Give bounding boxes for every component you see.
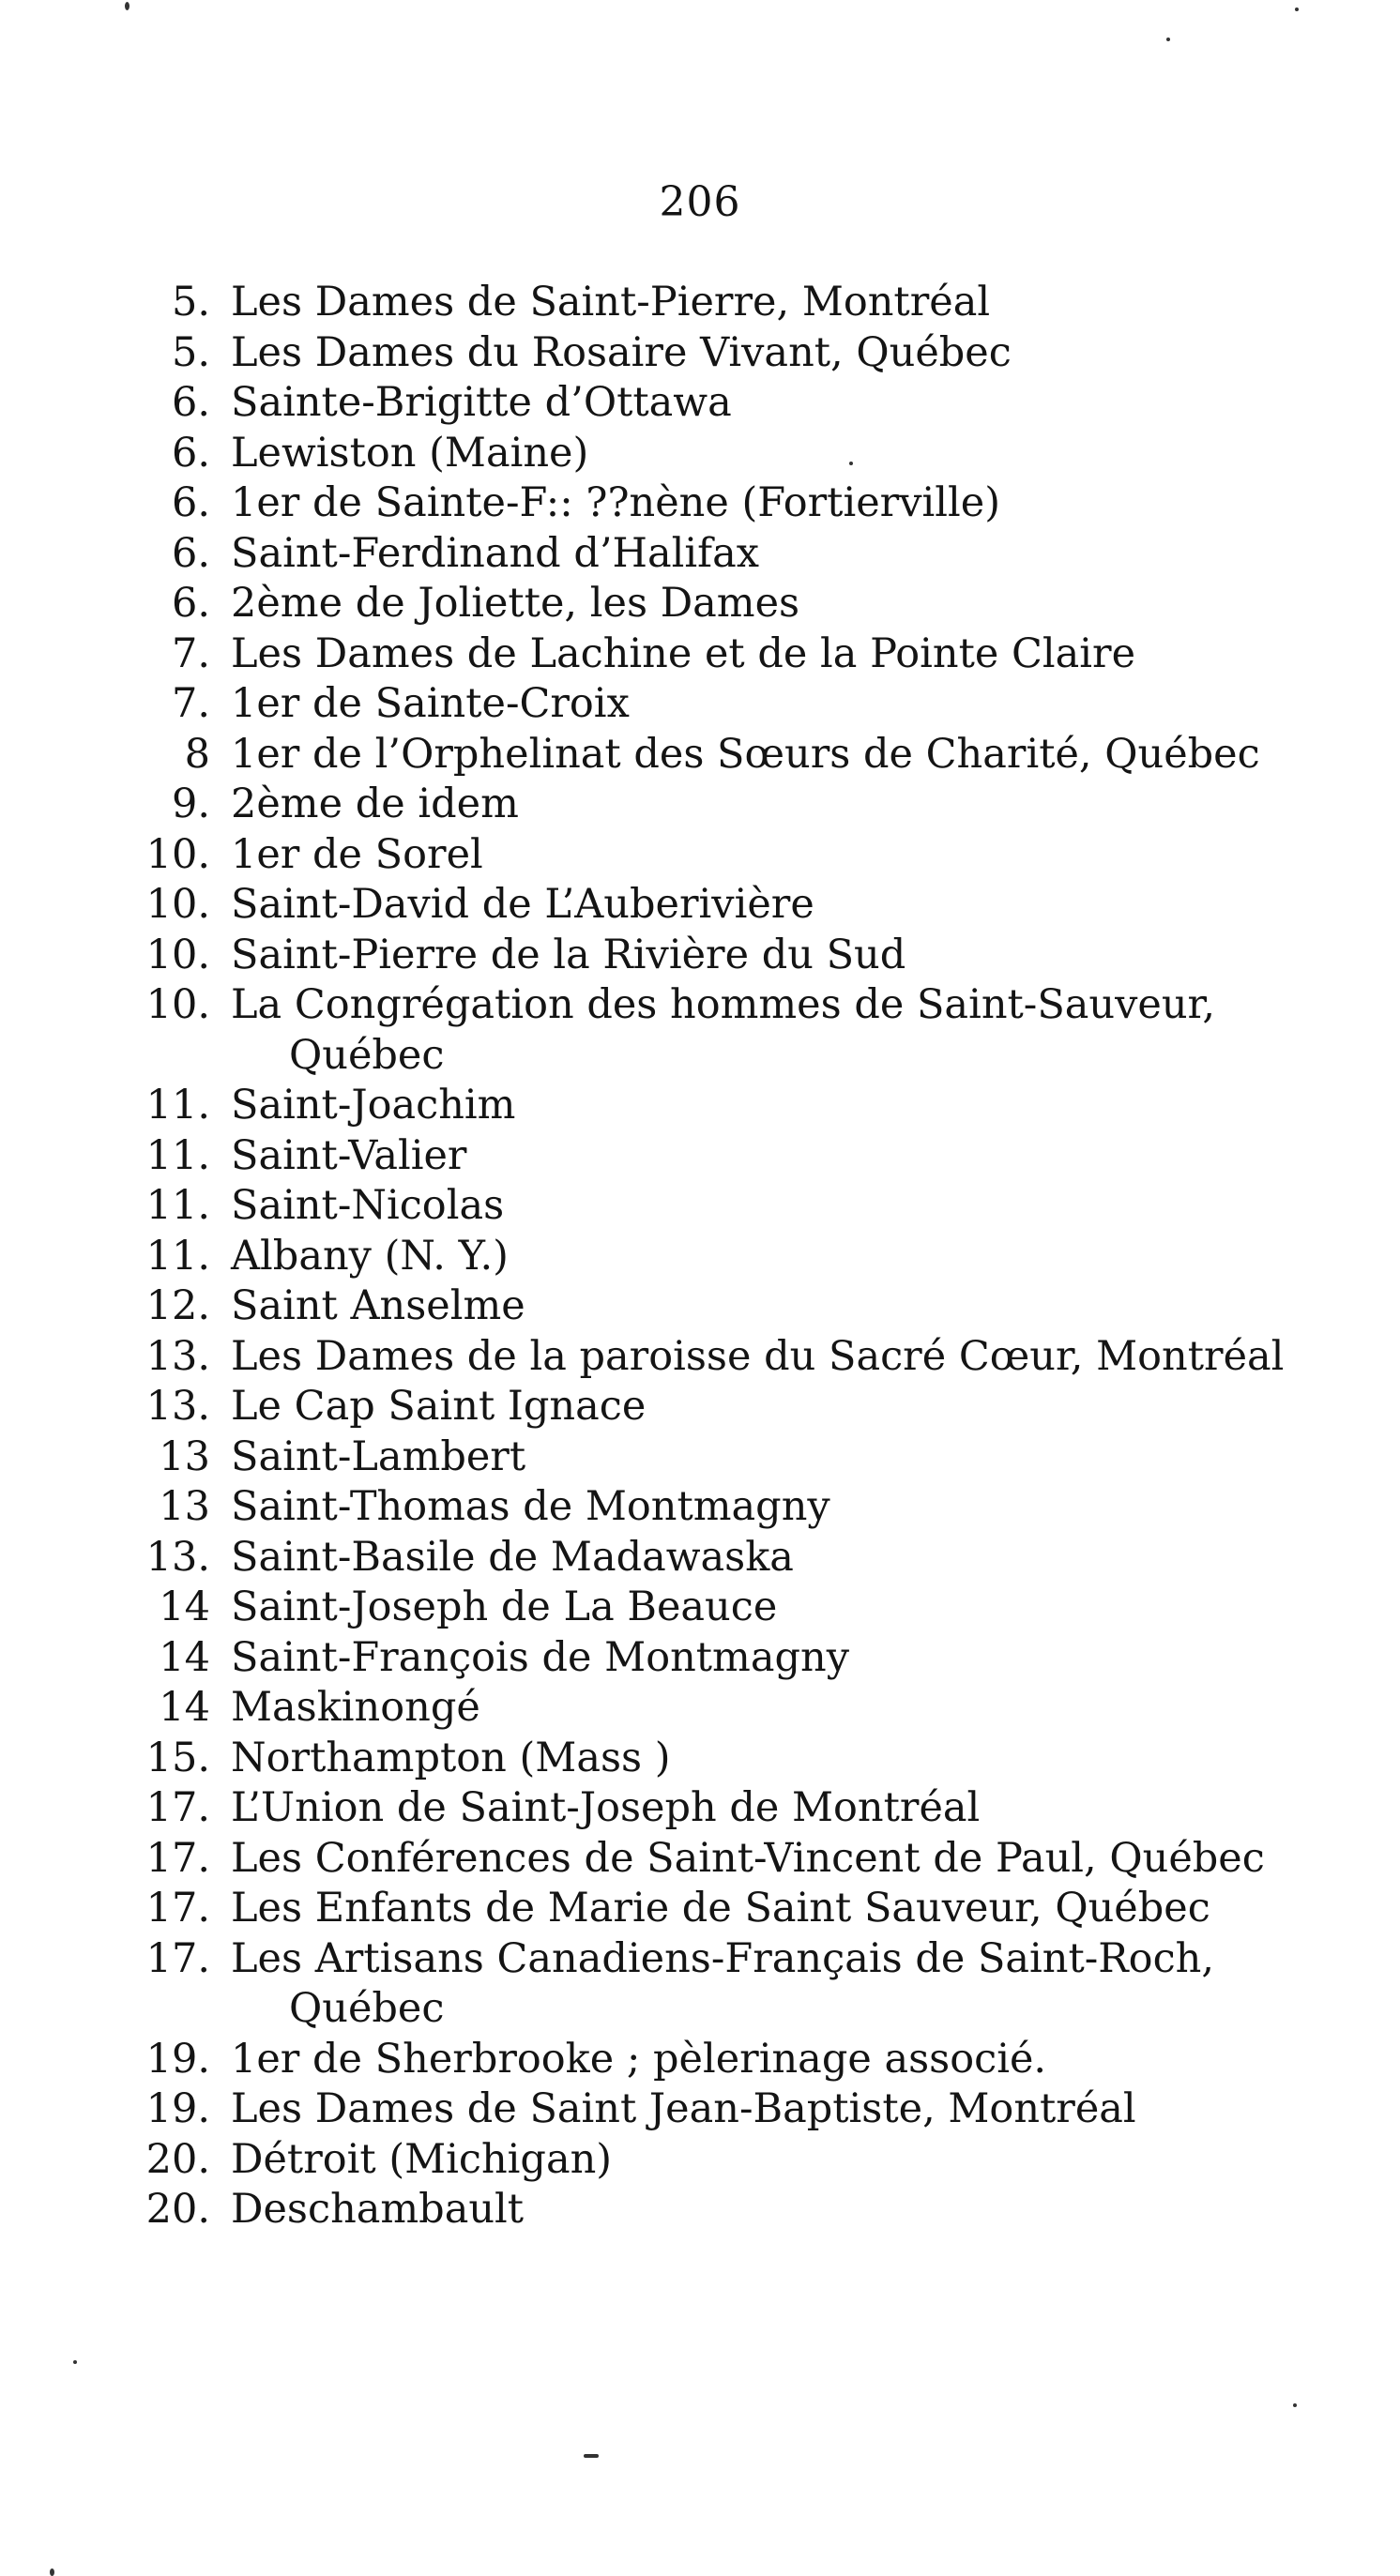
list-item <box>120 478 1312 529</box>
entry-number: 5. <box>171 328 210 376</box>
scan-speck <box>1295 8 1299 11</box>
entry-number: 6. <box>171 580 210 627</box>
entry-body <box>231 730 1312 780</box>
list-item <box>120 2035 1312 2085</box>
entry-text: Maskinongé <box>231 1684 480 1731</box>
entry-body <box>231 880 1312 931</box>
entry-number: 14 <box>159 1684 210 1731</box>
scan-speck <box>125 2 129 10</box>
entry-number: 13. <box>145 1383 210 1430</box>
entry-body <box>231 1181 1312 1232</box>
entry-continuation: Québec <box>289 1031 445 1079</box>
list-item <box>120 730 1312 780</box>
entry-body <box>231 1332 1312 1383</box>
entry-text: Albany (N. Y.) <box>231 1232 509 1280</box>
entry-number: 15. <box>145 1734 210 1781</box>
page-number: 206 <box>659 178 741 226</box>
entry-number: 10. <box>145 881 210 928</box>
entry-body <box>231 980 1312 1081</box>
list-item <box>120 1834 1312 1885</box>
entry-number: 17. <box>145 1834 210 1882</box>
entry-body <box>231 278 1312 328</box>
entry-number: 20. <box>145 2186 210 2233</box>
entry-body <box>231 2084 1312 2135</box>
list-item <box>120 1633 1312 1684</box>
entry-text: Saint-Basile de Madawaska <box>231 1533 794 1581</box>
entry-number: 19. <box>145 2035 210 2083</box>
entry-body <box>231 1533 1312 1583</box>
list-item <box>120 328 1312 379</box>
entry-body <box>231 1734 1312 1784</box>
list-item <box>120 1884 1312 1934</box>
list-item <box>120 1734 1312 1784</box>
list-item <box>120 1232 1312 1282</box>
list-item <box>120 1683 1312 1734</box>
entry-number: 19. <box>145 2085 210 2132</box>
entry-text: 1er de Sherbrooke ; pèlerinage associé. <box>231 2035 1047 2083</box>
entry-body <box>231 629 1312 680</box>
entry-text: Saint-Lambert <box>231 1432 526 1480</box>
entry-text: 1er de Sainte-Croix <box>231 680 630 727</box>
entry-text: Saint-Joachim <box>231 1082 516 1129</box>
entry-number: 6. <box>171 529 210 577</box>
entry-body <box>231 1934 1312 2035</box>
list-item <box>120 931 1312 981</box>
entry-number: 8 <box>184 730 210 778</box>
list-item <box>120 1181 1312 1232</box>
list-item <box>120 429 1312 479</box>
list-item <box>120 629 1312 680</box>
entry-number: 6. <box>171 429 210 477</box>
entry-body <box>231 1783 1312 1834</box>
entry-body <box>231 1081 1312 1131</box>
list-item <box>120 1533 1312 1583</box>
entry-text: Northampton (Mass ) <box>231 1734 671 1781</box>
list-item <box>120 2084 1312 2135</box>
entry-text: Les Enfants de Marie de Saint Sauveur, Québec <box>231 1885 1210 1932</box>
entry-text: Saint-David de L’Auberivière <box>231 881 814 928</box>
list-item <box>120 1783 1312 1834</box>
entry-text: Saint-Joseph de La Beauce <box>231 1583 778 1630</box>
entry-number: 5. <box>171 279 210 326</box>
entry-body <box>231 1633 1312 1684</box>
entry-number: 14 <box>159 1633 210 1681</box>
entry-text: Les Conférences de Saint-Vincent de Paul, Québec <box>231 1834 1265 1882</box>
entry-number: 11. <box>145 1082 210 1129</box>
entry-number: 7. <box>171 629 210 677</box>
entry-body <box>231 1382 1312 1432</box>
entry-body <box>231 2035 1312 2085</box>
entry-body <box>231 830 1312 881</box>
entry-body <box>231 1482 1312 1533</box>
entry-body <box>231 1281 1312 1332</box>
entry-number: 17. <box>145 1784 210 1831</box>
list-item <box>120 1432 1312 1483</box>
list-item <box>120 1281 1312 1332</box>
entry-text: Le Cap Saint Ignace <box>231 1383 647 1430</box>
list-item <box>120 780 1312 830</box>
entry-number: 11. <box>145 1131 210 1179</box>
entry-text: Saint-Ferdinand d’Halifax <box>231 529 759 577</box>
entry-body <box>231 1683 1312 1734</box>
list-item <box>120 1332 1312 1383</box>
entry-text: 1er de Sainte-F:: ??nène (Fortierville) <box>231 479 1000 526</box>
entry-body <box>231 931 1312 981</box>
scan-speck <box>50 2568 54 2576</box>
list-item <box>120 1482 1312 1533</box>
entry-number: 7. <box>171 680 210 727</box>
entry-number: 17. <box>145 1885 210 1932</box>
entry-body <box>231 780 1312 830</box>
entry-number: 12. <box>145 1282 210 1329</box>
entry-text: Saint-Pierre de la Rivière du Sud <box>231 931 906 978</box>
entry-body <box>231 2185 1312 2235</box>
entry-body <box>231 1834 1312 1885</box>
list-item <box>120 1382 1312 1432</box>
entry-body <box>231 1432 1312 1483</box>
entry-number: 13 <box>159 1432 210 1480</box>
list-item <box>120 529 1312 580</box>
entry-body <box>231 378 1312 429</box>
entry-number: 13 <box>159 1483 210 1530</box>
entry-number: 10. <box>145 931 210 978</box>
list-item <box>120 2185 1312 2235</box>
entry-number: 6. <box>171 379 210 426</box>
entry-text: La Congrégation des hommes de Saint-Sauveur, <box>231 981 1216 1028</box>
entry-number: 13. <box>145 1332 210 1380</box>
scan-speck <box>73 2360 77 2364</box>
entry-number: 11. <box>145 1182 210 1229</box>
entry-text: Saint-Nicolas <box>231 1182 505 1229</box>
list-item <box>120 2135 1312 2186</box>
entry-number: 11. <box>145 1232 210 1280</box>
scan-speck <box>584 2454 599 2458</box>
entry-number: 14 <box>159 1583 210 1630</box>
entry-number: 20. <box>145 2135 210 2183</box>
entry-body <box>231 328 1312 379</box>
entry-text: Les Artisans Canadiens-Français de Saint-Roch, <box>231 1934 1215 1982</box>
entry-text: Sainte-Brigitte d’Ottawa <box>231 379 732 426</box>
list-item <box>120 378 1312 429</box>
entry-number: 10. <box>145 830 210 878</box>
list-item <box>120 1583 1312 1633</box>
entry-continuation: Québec <box>289 1985 445 2032</box>
entry-number: 6. <box>171 479 210 526</box>
entry-text: 1er de l’Orphelinat des Sœurs de Charité, Québec <box>231 730 1260 778</box>
entry-body <box>231 579 1312 629</box>
entry-body <box>231 1131 1312 1182</box>
entry-number: 9. <box>171 780 210 827</box>
entry-text: 1er de Sorel <box>231 830 483 878</box>
scan-speck <box>1293 2403 1297 2407</box>
entry-text: Saint Anselme <box>231 1282 525 1329</box>
entry-number: 17. <box>145 1934 210 1982</box>
list-item <box>120 880 1312 931</box>
entry-text: Deschambault <box>231 2186 525 2233</box>
entry-text: Détroit (Michigan) <box>231 2135 613 2183</box>
entry-text: Les Dames du Rosaire Vivant, Québec <box>231 328 1012 376</box>
list-item <box>120 980 1312 1081</box>
list-item <box>120 579 1312 629</box>
entry-body <box>231 529 1312 580</box>
entry-number: 13. <box>145 1533 210 1581</box>
entry-text: 2ème de idem <box>231 780 519 827</box>
entry-body <box>231 429 1312 479</box>
list-item <box>120 1081 1312 1131</box>
entry-text: Les Dames de Saint-Pierre, Montréal <box>231 279 991 326</box>
entry-body <box>231 1583 1312 1633</box>
entry-text: Saint-Valier <box>231 1131 467 1179</box>
entry-text: Les Dames de Lachine et de la Pointe Claire <box>231 629 1136 677</box>
list-item <box>120 830 1312 881</box>
entry-text: Lewiston (Maine) <box>231 429 589 477</box>
entry-body <box>231 1884 1312 1934</box>
entry-list <box>120 278 1312 2235</box>
entry-text: L’Union de Saint-Joseph de Montréal <box>231 1784 981 1831</box>
scan-speck <box>1166 38 1170 41</box>
list-item <box>120 679 1312 730</box>
entry-body <box>231 478 1312 529</box>
list-item <box>120 1934 1312 2035</box>
scan-speck <box>849 462 853 465</box>
entry-body <box>231 679 1312 730</box>
entry-text: Les Dames de Saint Jean-Baptiste, Montréal <box>231 2085 1136 2132</box>
entry-text: 2ème de Joliette, les Dames <box>231 580 800 627</box>
entry-number: 10. <box>145 981 210 1028</box>
entry-body <box>231 2135 1312 2186</box>
entry-body <box>231 1232 1312 1282</box>
list-item <box>120 278 1312 328</box>
list-item <box>120 1131 1312 1182</box>
entry-text: Les Dames de la paroisse du Sacré Cœur, Montréal <box>231 1332 1285 1380</box>
entry-text: Saint-François de Montmagny <box>231 1633 849 1681</box>
entry-text: Saint-Thomas de Montmagny <box>231 1483 830 1530</box>
